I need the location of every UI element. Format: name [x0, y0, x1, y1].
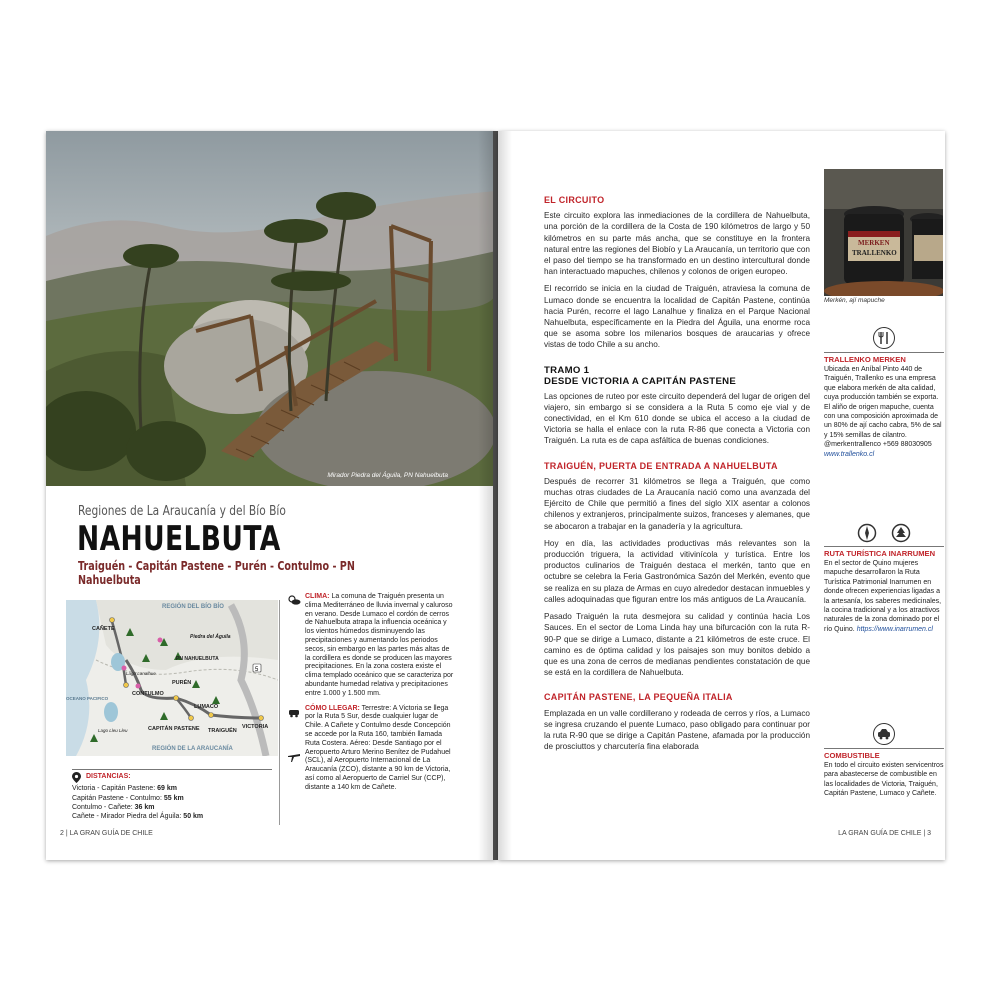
map-label-lleulleu: Lago Lleu Lleu [98, 728, 128, 733]
page-title: NAHUELBUTA [77, 519, 281, 559]
gutter-shadow-right [498, 131, 512, 860]
map-label-victoria: VICTORIA [242, 724, 269, 730]
car-icon [287, 705, 301, 719]
sidebar-title: TRALLENKO MERKEN [824, 352, 944, 364]
heading-capitan-pastene: CAPITÁN PASTENE, LA PEQUEÑA ITALIA [544, 692, 733, 703]
clima-label: CLIMA: [305, 593, 330, 600]
merken-jar-illustration [824, 169, 943, 296]
map-graphic [66, 600, 278, 756]
info-column [287, 593, 455, 799]
jar-label-trallenko: TRALLENKO [852, 249, 897, 257]
route-subtitle: Traiguén - Capitán Pastene - Purén - Contulmo - PN Nahuelbuta [78, 559, 355, 587]
map-label-contulmo: CONTULMO [132, 691, 164, 697]
sidebar-combustible [824, 723, 944, 799]
sidebar-inarrumen [824, 523, 944, 634]
clima-block [305, 593, 455, 699]
map-label-ruta5: 5 [255, 667, 259, 673]
paragraph: El recorrido se inicia en la ciudad de Traiguén, atraviesa la comuna de Lumaco donde se encuentra la localidad de Capitán Pastene, continúa hacia Purén, recorre el lago Lanalhue y finaliza en el Parque Nacional Nahuelbuta, específicamente en la Piedra del Águila, una enorme roca que se asoma sobre los milenarios bosques de araucarias y ofrece vistas de todo Chile a su ancho. [544, 284, 810, 350]
map-label-oceano: OCEANO PACIFICO [66, 696, 109, 701]
paragraph: Pasado Traiguén la ruta desmejora su calidad y continúa hacia Los Sauces. En el sector de Loma Linda hay una bifurcación con la ruta R-90-P que se dirige a Lumaco, distante a 21 kilómetros de este cruce. El camino es de óptima calidad y los paisajes son muy bonitos debido a que es una zona de cerros de medianas pendientes constatación de que se está en la cordillera de Nahuelbuta. [544, 612, 810, 678]
paragraph: Hoy en día, las actividades productivas más relevantes son la producción triguera, la actividad vitivinícola y turística. Entre los productos culinarios de Traiguén destaca el merkén, tanto que en octubre se celebra la Feria Gastronómica Sazón del Merkén, evento que se realiza en su plaza de Armas en cuyo alrededor destacan inmuebles y calles adoquinadas que figuran entre los más antiguos de La Araucanía. [544, 538, 810, 604]
distance-row: Cañete - Mirador Piedra del Águila: 50 km [72, 813, 204, 821]
heading-traiguen: TRAIGUÉN, PUERTA DE ENTRADA A NAHUELBUTA [544, 460, 778, 471]
car-icon [873, 723, 895, 745]
distance-row: Capitán Pastene - Contulmo: 55 km [72, 794, 184, 802]
compass-icon [857, 523, 877, 543]
region-title: Regiones de La Araucanía y del Bío Bío [78, 504, 286, 519]
heading-el-circuito: EL CIRCUITO [544, 195, 605, 205]
map-label-canete: CAÑETE [92, 626, 115, 632]
distances-label: DISTANCIAS: [86, 773, 131, 780]
landscape-illustration [46, 131, 496, 486]
heading-tramo-1: TRAMO 1 DESDE VICTORIA A CAPITÁN PASTENE [544, 364, 737, 387]
map-label-lanalhue: Lago Lanalhue [126, 671, 156, 676]
plane-icon [287, 749, 301, 763]
paragraph: Emplazada en un valle cordillerano y rodeada de cerros y ríos, a Lumaco se ingresa cruzando el puente Lumaco, paso obligado para continuar por la ruta R-90 que se dirige a Capitán Pastene, afamada por la producción de prosciuttos y charcutería fina elaborada [544, 708, 810, 752]
como-llegar-text: Terrestre: A Victoria se llega por la Ruta 5 Sur, desde cualquier lugar de Chile. A Cañete y Contulmo desde Concepción se accede por la Ruta 160, también llamada Ruta Costera. Aéreo: Desde Santiago por el Aeropuerto Arturo Merino Benítez de Pudahuel (SCL), al Aeropuerto Internacional de La Araucanía (ZCO), distante a 90 km de Victoria, así como al Aeropuerto de Carriel Sur (CCP), distante a 140 km de Cañete. [305, 704, 451, 791]
map-label-araucania: REGIÓN DE LA ARAUCANÍA [152, 746, 233, 752]
route-map [66, 600, 278, 756]
sidebar-trallenko [824, 327, 944, 459]
folio-right: LA GRAN GUÍA DE CHILE | 3 [838, 830, 931, 837]
cutlery-icon [873, 327, 895, 349]
map-label-piedra: Piedra del Águila [190, 634, 231, 640]
location-pin-icon [72, 772, 81, 783]
distance-row: Victoria - Capitán Pastene: 69 km [72, 785, 177, 793]
merken-photo [824, 169, 943, 296]
main-text-column [544, 195, 810, 758]
clima-text: La comuna de Traiguén presenta un clima Mediterráneo de lluvia invernal y caluroso en verano. Desde Lumaco el cordón de cerros de Nahuelbuta atrapa la influencia oceánica y los vientos húmedos disminuyendo las precipitaciones y aumentando los periodos secos, sin embargo en las partes más altas de la cordillera es donde se producen las mayores precipitaciones. En la zona costera existe el clima templado oceánico que se caracteriza por abundante humedad relativa y precipitaciones entre 1.000 y 1.500 mm. [305, 593, 454, 697]
trallenko-link[interactable]: www.trallenko.cl [824, 450, 875, 458]
merken-caption: Merkén, ají mapuche [824, 297, 885, 304]
paragraph: Las opciones de ruteo por este circuito dependerá del lugar de origen del viajero, sin embargo si se considera a la Ruta 5 como eje vial y de conectividad, en el Km 610 donde se ubica el acceso a la ciudad de Victoria se halla el enlace con la ruta R-86 que conecta a Victoria con Traiguén. La ruta es de capa asfáltica de buenas condiciones. [544, 391, 810, 446]
sidebar-title: RUTA TURÍSTICA INARRUMEN [824, 546, 944, 558]
column-divider [279, 600, 280, 825]
map-label-traiguen: TRAIGUÉN [208, 728, 237, 734]
sidebar-text: Ubicada en Aníbal Pinto 440 de Traiguén, Trallenko es una empresa que elabora merkén de alta calidad, cuya producción también se exporta. El aliño de origen mapuche, cuenta con una composición aproximada de un 80% de ají cacho cabra, 5% de sal y 15% semillas de cilantro. @merkentrallenco +569 88030905 [824, 366, 942, 449]
book-spread [46, 131, 945, 860]
weather-icon [287, 593, 301, 607]
map-label-pn: PN NAHUELBUTA [176, 656, 219, 662]
distances-block [72, 767, 272, 821]
right-page [498, 131, 945, 860]
distance-row: Contulmo - Cañete: 36 km [72, 803, 155, 811]
como-llegar-block [305, 705, 455, 793]
photo-caption: Mirador Piedra del Águila, PN Nahuelbuta [327, 472, 448, 479]
inarrumen-link[interactable]: https://www.inarrumen.cl [856, 625, 933, 633]
sidebar-text: En todo el circuito existen servicentros para abastecerse de combustible en las localidades de Victoria, Traiguén, Capitán Pastene, Lumaco y Cañete. [824, 762, 944, 798]
left-page [46, 131, 496, 860]
folio-left: 2 | LA GRAN GUÍA DE CHILE [60, 830, 153, 837]
map-label-lumaco: LUMACO [194, 704, 219, 710]
paragraph: Después de recorrer 31 kilómetros se llega a Traiguén, que como muchas otras ciudades de La Araucanía nació como una avanzada del Ejército de Chile que permitió a fines del siglo XIX asentar a colonos chilenos y extranjeros, principalmente suizos, franceses y alemanes, que se abocaron a trabajar en la ganadería y la agricultura. [544, 476, 810, 531]
araucaria-photo [46, 131, 496, 486]
map-label-pastene: CAPITÁN PASTENE [148, 726, 200, 732]
map-label-puren: PURÉN [172, 680, 192, 686]
map-label-biobio: REGIÓN DEL BÍO BÍO [162, 604, 224, 610]
sidebar-text: En el sector de Quino mujeres mapuche desarrollaron la Ruta Turística Patrimonial Inarrumen en donde ofrecen experiencias ligadas a la artesanía, los saberes medicinales, la cocina tradicional y a los atractivos naturales de la zona dominado por el río Quino. [824, 560, 942, 633]
como-llegar-label: CÓMO LLEGAR: [305, 704, 360, 712]
jar-label-merken: MERKEN [858, 239, 890, 247]
tree-icon [891, 523, 911, 543]
sidebar-title: COMBUSTIBLE [824, 748, 944, 760]
paragraph: Este circuito explora las inmediaciones de la cordillera de Nahuelbuta, una porción de la cordillera de la Costa de 190 kilómetros de largo y 50 kilómetros en su parte más ancha, que se constituye en la frontera natural entre las regiones del Biobío y La Araucanía, un territorio que con el paso del tiempo se ha transformado en un destino intercultural donde han interactuado mapuches, chilenos y colonos de origen europeo. [544, 211, 810, 277]
